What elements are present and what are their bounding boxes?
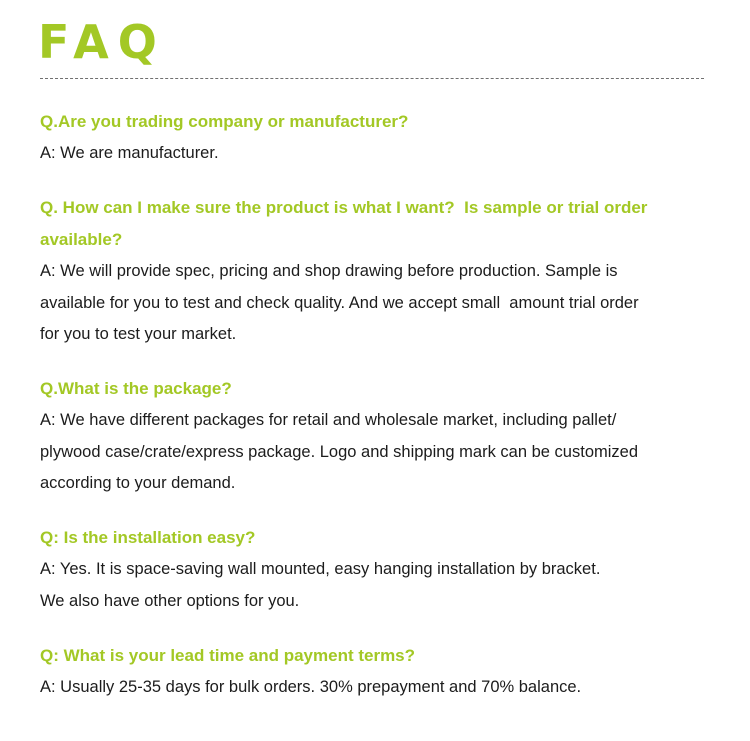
faq-question — [40, 640, 581, 672]
faq-answer — [40, 672, 581, 704]
faq-item — [40, 192, 647, 351]
question-line: Q. How can I make sure the product is what I want? Is sample or trial order — [40, 198, 648, 217]
answer-line: A: We are manufacturer. — [40, 144, 219, 162]
question-line: Q.Are you trading company or manufacturer? — [40, 112, 409, 131]
faq-answer — [40, 256, 647, 351]
faq-question — [40, 106, 408, 138]
answer-line: plywood case/crate/express package. Logo and shipping mark can be customized — [40, 442, 639, 461]
answer-line: for you to test your market. — [40, 325, 237, 343]
question-line: Q: Is the installation easy? — [40, 528, 256, 547]
faq-question — [40, 522, 600, 554]
faq-item — [40, 640, 581, 704]
faq-question — [40, 373, 638, 405]
answer-line: according to your demand. — [40, 474, 236, 492]
question-line: available? — [40, 230, 123, 249]
faq-item — [40, 106, 408, 170]
answer-line: A: Usually 25-35 days for bulk orders. 30% prepayment and 70% balance. — [40, 678, 582, 696]
faq-answer — [40, 138, 408, 170]
faq-answer — [40, 405, 638, 500]
question-line: Q: What is your lead time and payment terms? — [40, 646, 416, 665]
faq-item — [40, 522, 600, 617]
faq-question — [40, 192, 647, 256]
answer-line: A: We have different packages for retail and wholesale market, including pallet/ — [40, 411, 617, 429]
answer-line: available for you to test and check quality. And we accept small amount trial order — [40, 293, 639, 312]
answer-line: We also have other options for you. — [40, 591, 300, 610]
faq-answer — [40, 554, 600, 617]
page-title: FAQ — [38, 15, 166, 69]
question-line: Q.What is the package? — [40, 379, 232, 398]
answer-line: A: Yes. It is space-saving wall mounted, easy hanging installation by bracket. — [40, 560, 601, 578]
dashed-divider — [40, 78, 704, 79]
faq-item — [40, 373, 638, 500]
answer-line: A: We will provide spec, pricing and shop drawing before production. Sample is — [40, 262, 618, 280]
